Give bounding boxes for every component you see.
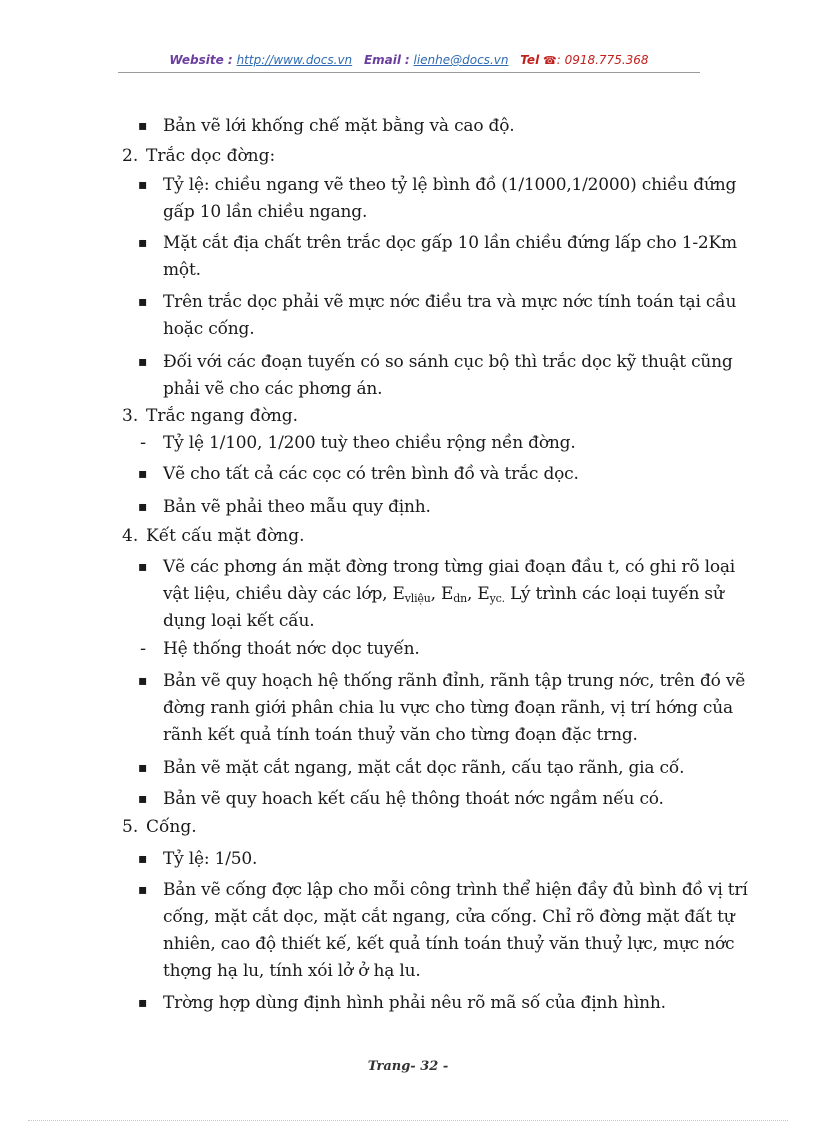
bullet-marker: ▪ bbox=[138, 559, 148, 575]
bullet-text: Đối với các đoạn tuyến có so sánh cục bộ thì trắc dọc kỹ thuật cũng bbox=[163, 352, 733, 372]
section-number: 4. bbox=[122, 526, 139, 546]
bullet-text: Tỷ lệ: 1/50. bbox=[163, 849, 258, 869]
bullet-marker: ▪ bbox=[138, 995, 148, 1011]
subscript: yc. bbox=[489, 592, 505, 605]
bullet-text-cont: gấp 10 lần chiều ngang. bbox=[163, 202, 368, 222]
bullet-marker: ▪ bbox=[138, 177, 148, 193]
bullet-text-cont: một. bbox=[163, 260, 201, 280]
section-number: 5. bbox=[122, 817, 139, 837]
bullet-marker: ▪ bbox=[138, 499, 148, 515]
section-number: 3. bbox=[122, 406, 139, 426]
section-title: Kết cấu mặt đờng. bbox=[146, 526, 305, 546]
bullet-marker: ▪ bbox=[138, 466, 148, 482]
section-title: Trắc ngang đờng. bbox=[146, 406, 299, 426]
bullet-marker: ▪ bbox=[138, 673, 148, 689]
section-title: Trắc dọc đờng: bbox=[146, 146, 276, 166]
bullet-text: Bản vẽ quy hoạch hệ thống rãnh đỉnh, rãnh tập trung nớc, trên đó vẽ bbox=[163, 671, 746, 691]
page-number: Trang- 32 - bbox=[367, 1059, 449, 1074]
bullet-text: Hệ thống thoát nớc dọc tuyến. bbox=[163, 639, 420, 659]
page-header bbox=[118, 50, 700, 73]
text-run: , E bbox=[466, 584, 490, 604]
bullet-text: Vẽ các phơng án mặt đờng trong từng giai đoạn đầu t, có ghi rõ loại bbox=[163, 557, 736, 577]
tel-label: Tel bbox=[520, 53, 540, 67]
bullet-text-cont: hoặc cống. bbox=[163, 319, 255, 339]
bullet-text-cont: rãnh kết quả tính toán thuỷ văn cho từng đoạn đặc trng. bbox=[163, 725, 638, 745]
bullet-marker: ▪ bbox=[138, 760, 148, 776]
dash-marker: - bbox=[140, 433, 147, 453]
bullet-marker: ▪ bbox=[138, 235, 148, 251]
bullet-marker: ▪ bbox=[138, 118, 148, 134]
website-link[interactable]: http://www.docs.vn bbox=[236, 53, 353, 67]
bullet-marker: ▪ bbox=[138, 791, 148, 807]
email-label: Email bbox=[363, 53, 402, 67]
subscript: dn bbox=[453, 592, 467, 605]
bullet-text-cont: đờng ranh giới phân chia lu vực cho từng đoạn rãnh, vị trí hớng của bbox=[163, 698, 733, 718]
bullet-text-cont: nhiên, cao độ thiết kế, kết quả tính toán thuỷ văn thuỷ lực, mực nớc bbox=[163, 934, 735, 954]
bullet-text: Tỷ lệ: chiều ngang vẽ theo tỷ lệ bình đồ (1/1000,1/2000) chiều đứng bbox=[163, 175, 737, 195]
section-heading-3 bbox=[122, 405, 298, 427]
phone-icon: ☎ bbox=[543, 54, 557, 67]
email-separator: : bbox=[404, 53, 410, 67]
bullet-text: Bản vẽ phải theo mẫu quy định. bbox=[163, 497, 431, 517]
email-link[interactable]: lienhe@docs.vn bbox=[413, 53, 509, 67]
page-bottom-divider bbox=[28, 1120, 788, 1121]
section-heading-5 bbox=[122, 816, 197, 838]
bullet-text: Mặt cắt địa chất trên trắc dọc gấp 10 lần chiều đứng lấp cho 1-2Km bbox=[163, 233, 737, 253]
bullet-marker: ▪ bbox=[138, 294, 148, 310]
subscript: vliệu bbox=[404, 592, 431, 605]
phone-number: : 0918.775.368 bbox=[556, 53, 649, 67]
section-title: Cống. bbox=[146, 817, 197, 837]
bullet-text: Tỷ lệ 1/100, 1/200 tuỳ theo chiều rộng nền đờng. bbox=[163, 433, 576, 453]
bullet-text: Bản vẽ lới khống chế mặt bằng và cao độ. bbox=[163, 116, 515, 136]
dash-marker: - bbox=[140, 639, 147, 659]
bullet-text: Bản vẽ cống đợc lập cho mỗi công trình thể hiện đầy đủ bình đồ vị trí bbox=[163, 880, 748, 900]
text-run: , E bbox=[430, 584, 454, 604]
text-run: vật liệu, chiều dày các lớp, E bbox=[163, 584, 405, 604]
bullet-text: Bản vẽ mặt cắt ngang, mặt cắt dọc rãnh, cấu tạo rãnh, gia cố. bbox=[163, 758, 685, 778]
bullet-text: Trên trắc dọc phải vẽ mực nớc điều tra và mực nớc tính toán tại cầu bbox=[163, 292, 737, 312]
text-run: Lý trình các loại tuyến sử bbox=[504, 584, 724, 604]
website-label: Website : bbox=[169, 53, 233, 67]
bullet-marker: ▪ bbox=[138, 354, 148, 370]
bullet-text-cont: thợng hạ lu, tính xói lở ở hạ lu. bbox=[163, 961, 421, 981]
bullet-text: Bản vẽ quy hoach kết cấu hệ thông thoát nớc ngầm nếu có. bbox=[163, 789, 664, 809]
section-heading-2 bbox=[122, 145, 275, 167]
bullet-marker: ▪ bbox=[138, 882, 148, 898]
bullet-text: Trờng hợp dùng định hình phải nêu rõ mã số của định hình. bbox=[163, 993, 666, 1013]
bullet-text: Vẽ cho tất cả các cọc có trên bình đồ và trắc dọc. bbox=[163, 464, 579, 484]
bullet-text-cont: cống, mặt cắt dọc, mặt cắt ngang, cửa cống. Chỉ rõ đờng mặt đất tự bbox=[163, 907, 735, 927]
bullet-text-cont: dụng loại kết cấu. bbox=[163, 611, 315, 631]
section-heading-4 bbox=[122, 525, 305, 547]
bullet-marker: ▪ bbox=[138, 851, 148, 867]
section-number: 2. bbox=[122, 146, 139, 166]
bullet-text-cont: phải vẽ cho các phơng án. bbox=[163, 379, 383, 399]
bullet-text-cont bbox=[163, 583, 724, 610]
